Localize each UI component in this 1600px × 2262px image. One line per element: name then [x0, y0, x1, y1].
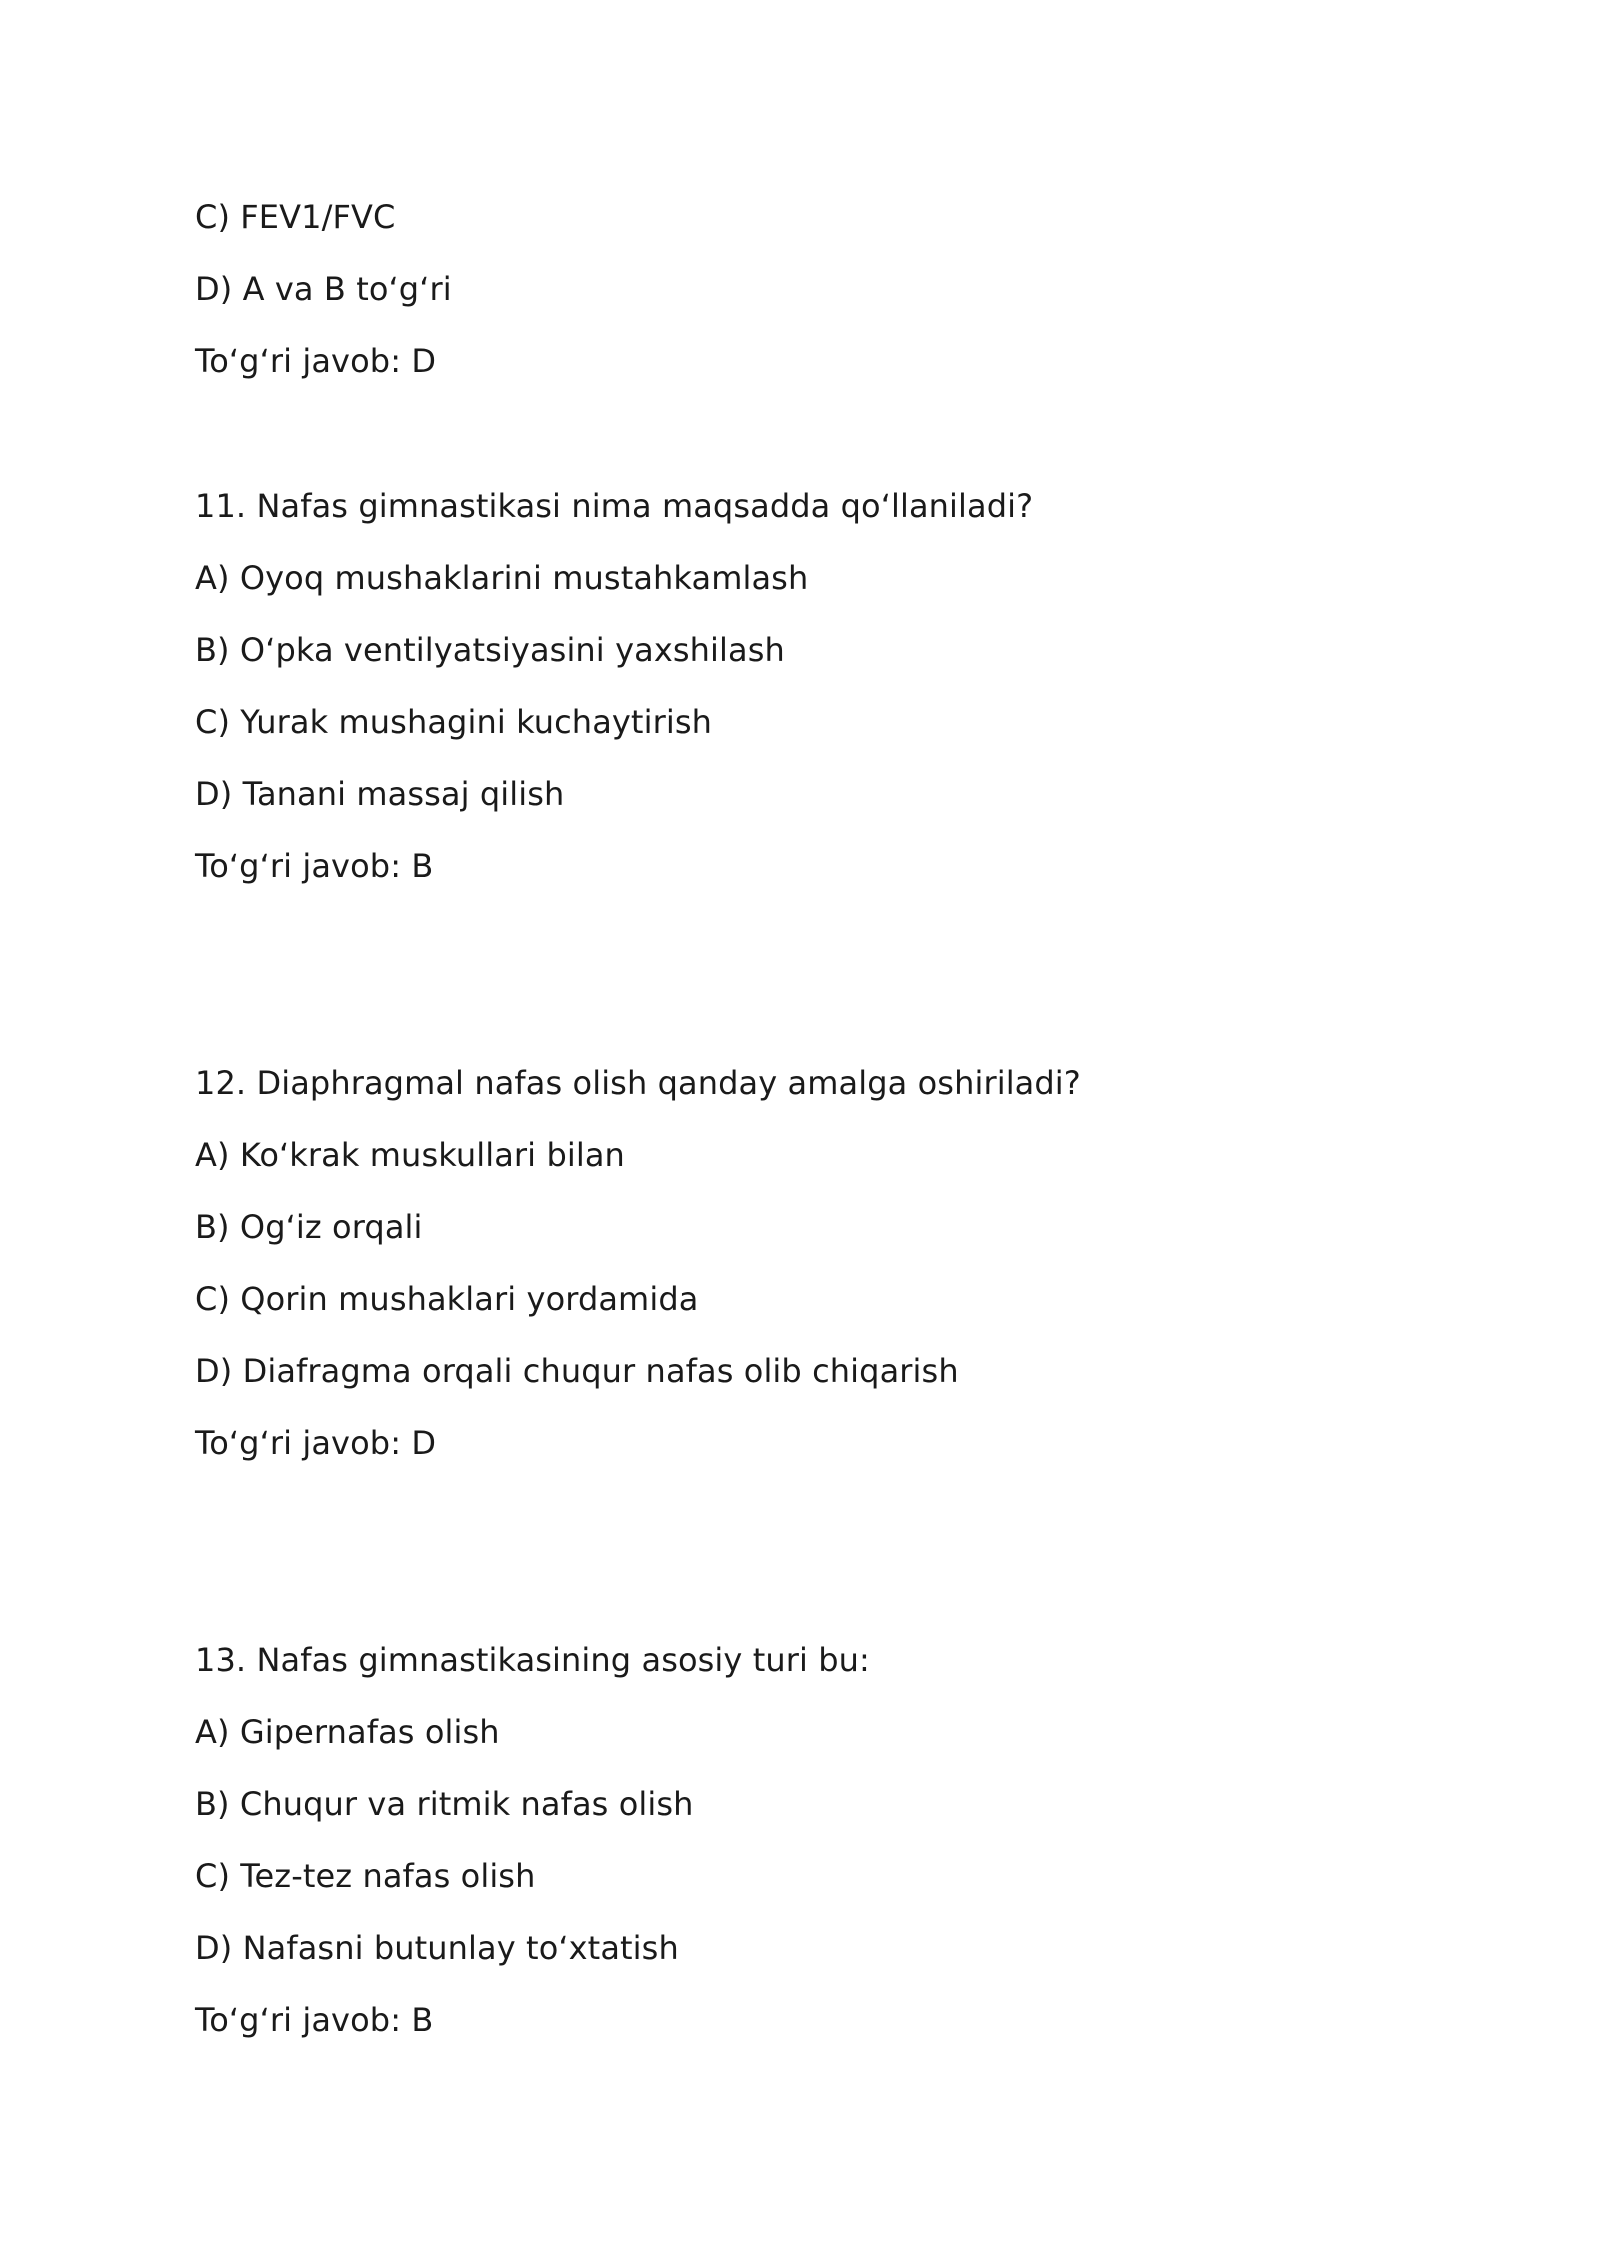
option-c: C) Yurak mushagini kuchaytirish — [195, 703, 712, 741]
option-a: A) Ko‘krak muskullari bilan — [195, 1136, 625, 1174]
option-b: B) Og‘iz orqali — [195, 1208, 423, 1246]
question-text: 11. Nafas gimnastikasi nima maqsadda qo‘llaniladi? — [195, 487, 1034, 525]
correct-answer: To‘g‘ri javob: D — [195, 1424, 437, 1462]
correct-answer: To‘g‘ri javob: B — [195, 2001, 434, 2039]
option-d: D) Tanani massaj qilish — [195, 775, 565, 813]
option-d: D) A va B to‘g‘ri — [195, 270, 452, 308]
option-a: A) Oyoq mushaklarini mustahkamlash — [195, 559, 809, 597]
correct-answer: To‘g‘ri javob: D — [195, 342, 437, 380]
question-text: 13. Nafas gimnastikasining asosiy turi bu: — [195, 1641, 870, 1679]
option-c: C) FEV1/FVC — [195, 198, 396, 236]
option-b: B) O‘pka ventilyatsiyasini yaxshilash — [195, 631, 785, 669]
option-a: A) Gipernafas olish — [195, 1713, 500, 1751]
correct-answer: To‘g‘ri javob: B — [195, 847, 434, 885]
question-text: 12. Diaphragmal nafas olish qanday amalga oshiriladi? — [195, 1064, 1081, 1102]
option-c: C) Qorin mushaklari yordamida — [195, 1280, 699, 1318]
option-d: D) Nafasni butunlay to‘xtatish — [195, 1929, 679, 1967]
option-d: D) Diafragma orqali chuqur nafas olib chiqarish — [195, 1352, 959, 1390]
option-c: C) Tez-tez nafas olish — [195, 1857, 536, 1895]
option-b: B) Chuqur va ritmik nafas olish — [195, 1785, 694, 1823]
